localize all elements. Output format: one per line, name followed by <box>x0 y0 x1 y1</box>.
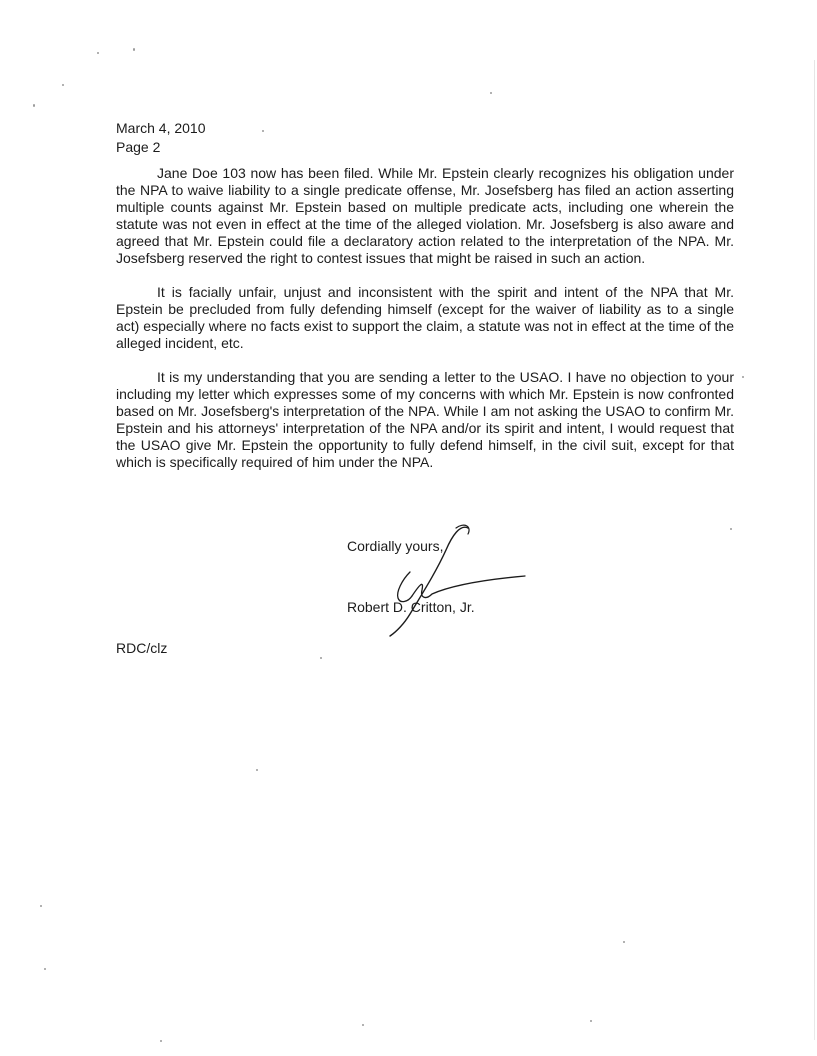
scan-speck <box>490 92 492 94</box>
scan-speck <box>40 905 42 907</box>
scan-speck <box>133 48 135 51</box>
page-number: Page 2 <box>116 139 161 155</box>
scan-speck <box>62 84 64 86</box>
letter-header <box>116 119 206 157</box>
closing-salutation: Cordially yours, <box>347 538 444 554</box>
scan-speck <box>97 52 99 54</box>
scan-speck <box>742 376 744 378</box>
letter-date: March 4, 2010 <box>116 120 206 136</box>
paragraph-2: It is facially unfair, unjust and inconsistent with the spirit and intent of the NPA that Mr. Epstein be precluded from fully defending himself (except for the waiver of liability as to a single act) especially where no facts exist to support the claim, a statute was not in effect at the time of the alleged incident, etc. <box>116 284 734 351</box>
signer-name: Robert D. Critton, Jr. <box>347 599 475 615</box>
scan-speck <box>362 1024 364 1026</box>
scan-speck <box>256 769 258 771</box>
scan-speck <box>590 1020 592 1022</box>
reference-initials: RDC/clz <box>116 640 168 656</box>
scan-speck <box>33 104 35 107</box>
scan-speck <box>623 941 625 943</box>
scan-speck <box>262 130 264 132</box>
scan-speck <box>730 528 732 530</box>
scan-speck <box>44 968 46 970</box>
scan-edge-shadow <box>814 60 815 1040</box>
handwritten-signature <box>360 520 535 640</box>
paragraph-3: It is my understanding that you are sending a letter to the USAO. I have no objection to your including my letter which expresses some of my concerns with which Mr. Epstein is now confronted based on Mr. Josefsberg's interpretation of the NPA. While I am not asking the USAO to confirm Mr. Epstein and his attorneys' interpretation of the NPA and/or its spirit and intent, I would request that the USAO give Mr. Epstein the opportunity to fully defend himself, in the civil suit, except for that which is specifically required of him under the NPA. <box>116 369 734 470</box>
letter-body <box>116 165 734 488</box>
scan-speck <box>160 1040 162 1042</box>
scan-speck <box>320 657 322 659</box>
paragraph-1: Jane Doe 103 now has been filed. While Mr. Epstein clearly recognizes his obligation under the NPA to waive liability to a single predicate offense, Mr. Josefsberg has filed an action asserting multiple counts against Mr. Epstein based on multiple predicate acts, including one wherein the statute was not even in effect at the time of the alleged violation. Mr. Josefsberg is also aware and agreed that Mr. Epstein could file a declaratory action related to the interpretation of the NPA. Mr. Josefsberg reserved the right to contest issues that might be raised in such an action. <box>116 165 734 266</box>
